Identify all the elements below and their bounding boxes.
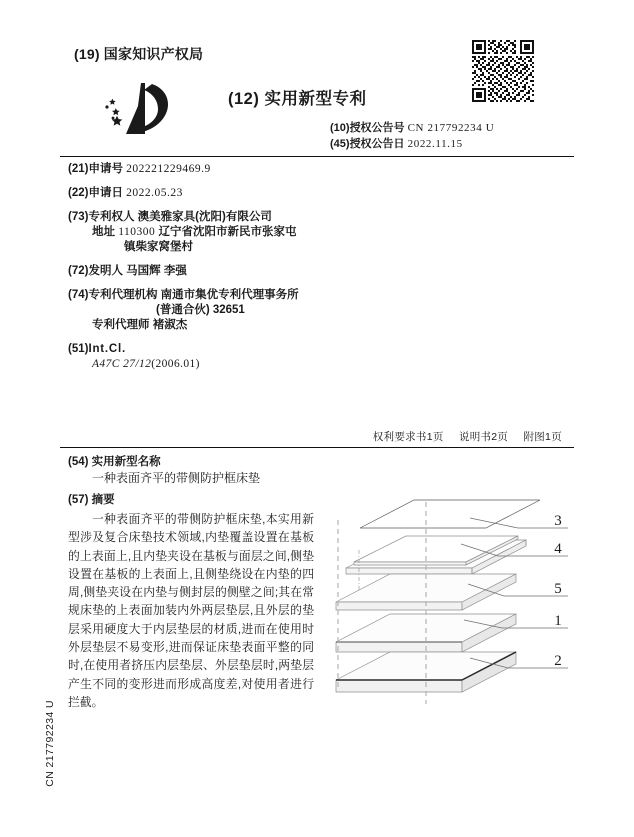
agency-value: 南通市集优专利代理事务所 xyxy=(160,289,299,301)
address-line-1: 辽宁省沈阳市新民市张家屯 xyxy=(158,226,297,238)
pub-date-value: 2022.11.15 xyxy=(407,138,463,150)
pub-no-code: (10) xyxy=(330,122,350,134)
ipc-item xyxy=(68,342,428,372)
address-line-2: 镇柴家窝堡村 xyxy=(124,241,193,253)
inventor-code: (72) xyxy=(68,265,89,277)
applicant-address-line-2 xyxy=(68,240,428,255)
agency-code: (74) xyxy=(68,289,89,301)
description-page-count: 说明书2页 xyxy=(458,431,509,443)
application-number-item xyxy=(68,162,428,177)
side-publication-code: CN 217792234 U xyxy=(44,700,56,787)
abstract-text: 一种表面齐平的带侧防护框床垫,本实用新型涉及复合床垫技术领域,内垫覆盖设置在基板的上表面上,且内垫夹设在基板与面层之间,侧垫设置在基板的上表面上,且侧垫绕设在内垫的四周,侧垫夹设在内垫与侧封层的侧壁之间;其在常规床垫的上表面加装内外两层垫层,且外层的垫层采用硬度大于内层垫层的材质,进而在使用时外层垫层不易变形,进而保证床垫表面平整的同时,在使用者挤压内层垫层、外层垫层时,两垫层产生不同的变形进而形成高度差,对使用者进行拦截。 xyxy=(68,512,314,709)
inventor-value: 马国辉 李强 xyxy=(126,265,187,277)
abstract-section-divider xyxy=(60,447,574,448)
invention-title-section xyxy=(68,454,322,487)
pub-date-code: (45) xyxy=(330,138,350,150)
agent-value: 褚淑杰 xyxy=(152,319,188,331)
app-date-label: 申请日 xyxy=(88,187,123,199)
cnipa-emblem-icon xyxy=(100,80,186,138)
issuing-office xyxy=(74,44,203,64)
address-zip: 110300 xyxy=(118,226,156,238)
app-date-value: 2022.05.23 xyxy=(126,187,183,199)
app-no-value: 202221229469.9 xyxy=(126,163,211,175)
claims-page-count: 权利要求书1页 xyxy=(372,431,444,443)
application-date-item xyxy=(68,186,428,201)
patent-front-page xyxy=(60,26,574,726)
agent-label: 专利代理师 xyxy=(92,319,150,331)
pub-date-label: 授权公告日 xyxy=(349,138,405,150)
callout-3: 3 xyxy=(554,513,562,529)
callout-4: 4 xyxy=(554,541,562,557)
publication-number-row xyxy=(330,120,574,136)
app-no-code: (21) xyxy=(68,163,89,175)
invention-title: 一种表面齐平的带侧防护框床垫 xyxy=(92,471,261,485)
publication-codes xyxy=(330,120,574,152)
title-section-label: (54) 实用新型名称 xyxy=(68,456,161,468)
doc-type-code: (12) xyxy=(228,90,260,108)
agency-item xyxy=(68,288,428,333)
inventor-label: 发明人 xyxy=(88,265,123,277)
ipc-code: (51) xyxy=(68,343,89,355)
office-name: 国家知识产权局 xyxy=(103,46,204,62)
agency-label: 专利代理机构 xyxy=(88,289,158,301)
inventor-item xyxy=(68,264,428,279)
applicant-address-line xyxy=(68,225,428,240)
pub-no-label: 授权公告号 xyxy=(349,122,405,134)
callout-5: 5 xyxy=(554,581,562,597)
agent-line xyxy=(68,318,428,333)
bibliographic-data xyxy=(68,162,428,381)
document-type-heading xyxy=(228,85,366,109)
qr-code-icon xyxy=(472,40,534,102)
doc-type-name: 实用新型专利 xyxy=(264,90,367,108)
callout-2: 2 xyxy=(554,653,562,669)
address-label: 地址 xyxy=(92,226,115,238)
applicant-label: 专利权人 xyxy=(88,211,135,223)
ipc-classification-line xyxy=(68,357,428,372)
agency-value-2: (普通合伙) 32651 xyxy=(156,304,245,316)
abstract-section xyxy=(68,492,322,711)
abstract-section-label: (57) 摘要 xyxy=(68,494,115,506)
publication-date-row xyxy=(330,136,574,152)
page-count-summary xyxy=(373,429,562,444)
pub-no-value: CN 217792234 U xyxy=(407,122,495,134)
app-no-label: 申请号 xyxy=(88,163,123,175)
ipc-version: (2006.01) xyxy=(151,358,200,370)
exploded-mattress-diagram xyxy=(322,492,574,714)
ipc-label: Int.Cl. xyxy=(88,343,126,355)
app-date-code: (22) xyxy=(68,187,89,199)
office-code: (19) xyxy=(74,46,100,62)
drawings-page-count: 附图1页 xyxy=(523,431,562,443)
header-divider xyxy=(60,156,574,157)
applicant-value: 澳美雅家具(沈阳)有限公司 xyxy=(137,211,272,223)
callout-1: 1 xyxy=(554,613,562,629)
agency-partnership-line xyxy=(68,303,428,318)
applicant-item xyxy=(68,210,428,255)
ipc-class: A47C 27/12 xyxy=(92,358,152,370)
applicant-code: (73) xyxy=(68,211,89,223)
